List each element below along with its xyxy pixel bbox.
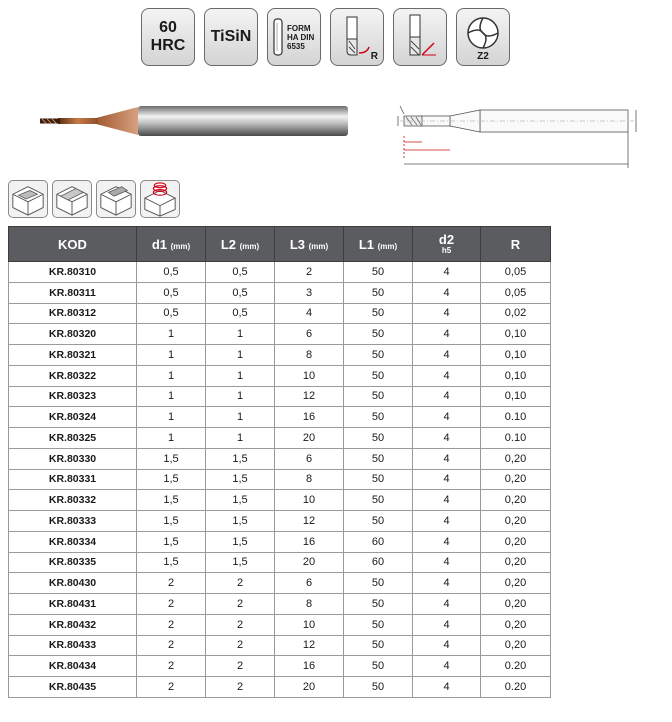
- table-row: [9, 428, 551, 449]
- coating-label: TiSiN: [210, 28, 252, 45]
- cell-code: KR.80312: [9, 303, 137, 324]
- d1-label: d1: [151, 236, 167, 252]
- col-header-code: KOD: [9, 227, 137, 262]
- col-header-l1: [344, 227, 413, 262]
- cell-l1: 60: [344, 552, 413, 573]
- corner-radius-badge: [330, 8, 384, 66]
- cell-l2: 1,5: [206, 448, 275, 469]
- cell-l1: 50: [344, 282, 413, 303]
- table-row: [9, 614, 551, 635]
- cell-code: KR.80434: [9, 656, 137, 677]
- cell-d1: 1,5: [137, 469, 206, 490]
- cell-d1: 1: [137, 345, 206, 366]
- cell-l3: 20: [275, 428, 344, 449]
- cell-d2: 4: [413, 262, 481, 283]
- cell-l2: 1: [206, 386, 275, 407]
- cell-l2: 1: [206, 324, 275, 345]
- slotting-icon: [8, 180, 48, 218]
- table-row: [9, 365, 551, 386]
- hardness-value: 60: [159, 19, 177, 36]
- cell-d1: 1,5: [137, 531, 206, 552]
- cell-r: 0,20: [481, 614, 551, 635]
- table-row: [9, 324, 551, 345]
- helical-milling-icon: [140, 180, 180, 218]
- cell-code: KR.80330: [9, 448, 137, 469]
- table-row: [9, 303, 551, 324]
- cell-l3: 16: [275, 656, 344, 677]
- cell-l3: 10: [275, 490, 344, 511]
- cell-d1: 1: [137, 365, 206, 386]
- d2-label: d2: [438, 232, 455, 247]
- cell-r: 0,05: [481, 282, 551, 303]
- table-row: [9, 469, 551, 490]
- hardness-unit: HRC: [150, 37, 186, 54]
- end-mill-photo: [36, 104, 352, 138]
- cell-l3: 20: [275, 677, 344, 698]
- cell-r: 0,20: [481, 531, 551, 552]
- cell-d2: 4: [413, 531, 481, 552]
- coating-badge: [204, 8, 258, 66]
- cell-d2: 4: [413, 407, 481, 428]
- cell-l3: 16: [275, 407, 344, 428]
- shank-icon: [272, 17, 284, 57]
- cell-r: 0,20: [481, 490, 551, 511]
- cell-d1: 1: [137, 324, 206, 345]
- cell-l2: 1,5: [206, 552, 275, 573]
- cell-code: KR.80435: [9, 677, 137, 698]
- cell-code: KR.80432: [9, 614, 137, 635]
- cell-d1: 0,5: [137, 303, 206, 324]
- cell-l1: 50: [344, 262, 413, 283]
- cell-l2: 1: [206, 345, 275, 366]
- cell-code: KR.80324: [9, 407, 137, 428]
- cell-d1: 1,5: [137, 448, 206, 469]
- two-flute-icon: [465, 15, 501, 51]
- cell-l2: 2: [206, 594, 275, 615]
- cell-l2: 1: [206, 407, 275, 428]
- cell-r: 0,02: [481, 303, 551, 324]
- cell-d1: 2: [137, 614, 206, 635]
- cell-l3: 3: [275, 282, 344, 303]
- cell-l1: 50: [344, 469, 413, 490]
- cell-l1: 50: [344, 428, 413, 449]
- cell-l2: 1,5: [206, 511, 275, 532]
- table-row: [9, 594, 551, 615]
- table-body: [9, 262, 551, 698]
- cell-l1: 50: [344, 324, 413, 345]
- cell-d1: 0,5: [137, 282, 206, 303]
- col-header-l3: [275, 227, 344, 262]
- cell-r: 0,20: [481, 448, 551, 469]
- cell-d2: 4: [413, 511, 481, 532]
- profiling-icon: [52, 180, 92, 218]
- cell-l3: 8: [275, 469, 344, 490]
- l3-unit: (mm): [308, 241, 329, 251]
- cell-r: 0,10: [481, 345, 551, 366]
- cell-l1: 50: [344, 407, 413, 428]
- col-header-d1: [137, 227, 206, 262]
- cell-d1: 2: [137, 635, 206, 656]
- cell-d1: 2: [137, 656, 206, 677]
- cell-l3: 8: [275, 594, 344, 615]
- cell-l2: 1: [206, 365, 275, 386]
- d2-tolerance: h5: [441, 246, 452, 255]
- col-header-d2: [413, 227, 481, 262]
- cell-l3: 2: [275, 262, 344, 283]
- cell-code: KR.80325: [9, 428, 137, 449]
- flutes-badge: [456, 8, 510, 66]
- table-header-row: [9, 227, 551, 262]
- table-row: [9, 552, 551, 573]
- table-row: [9, 282, 551, 303]
- cell-code: KR.80320: [9, 324, 137, 345]
- cell-d2: 4: [413, 282, 481, 303]
- cell-l2: 1,5: [206, 531, 275, 552]
- cell-d2: 4: [413, 573, 481, 594]
- l2-unit: (mm): [239, 241, 260, 251]
- cell-d1: 2: [137, 594, 206, 615]
- table-row: [9, 656, 551, 677]
- cell-d2: 4: [413, 635, 481, 656]
- cell-l3: 6: [275, 324, 344, 345]
- cell-l3: 12: [275, 386, 344, 407]
- cell-l2: 0,5: [206, 262, 275, 283]
- cell-l1: 50: [344, 635, 413, 656]
- cell-l3: 8: [275, 345, 344, 366]
- cell-l2: 2: [206, 573, 275, 594]
- cell-l3: 12: [275, 511, 344, 532]
- cell-r: 0,20: [481, 573, 551, 594]
- product-table-wrapper: [8, 226, 550, 698]
- cell-d1: 1,5: [137, 511, 206, 532]
- form-line-3: 6535: [287, 41, 305, 51]
- cell-l1: 50: [344, 511, 413, 532]
- cell-l3: 4: [275, 303, 344, 324]
- cell-code: KR.80323: [9, 386, 137, 407]
- cell-r: 0,10: [481, 386, 551, 407]
- cell-code: KR.80322: [9, 365, 137, 386]
- cell-r: 0,20: [481, 469, 551, 490]
- cell-code: KR.80335: [9, 552, 137, 573]
- cell-d2: 4: [413, 490, 481, 511]
- cell-r: 0.20: [481, 656, 551, 677]
- cell-d2: 4: [413, 386, 481, 407]
- cell-d2: 4: [413, 594, 481, 615]
- cell-d1: 1: [137, 407, 206, 428]
- helix-angle-icon: [398, 13, 442, 61]
- cell-l3: 16: [275, 531, 344, 552]
- hardness-badge: [141, 8, 195, 66]
- cell-d2: 4: [413, 552, 481, 573]
- cell-l3: 6: [275, 573, 344, 594]
- cell-l1: 50: [344, 386, 413, 407]
- cell-code: KR.80332: [9, 490, 137, 511]
- cell-l1: 50: [344, 303, 413, 324]
- cell-l1: 50: [344, 594, 413, 615]
- radius-letter: R: [370, 51, 378, 62]
- cell-d2: 4: [413, 324, 481, 345]
- cell-l2: 2: [206, 677, 275, 698]
- cell-r: 0,20: [481, 552, 551, 573]
- shank-form-badge: [267, 8, 321, 66]
- table-row: [9, 573, 551, 594]
- cell-r: 0,10: [481, 365, 551, 386]
- cell-code: KR.80334: [9, 531, 137, 552]
- flutes-label: Z2: [477, 51, 489, 62]
- table-row: [9, 677, 551, 698]
- table-row: [9, 345, 551, 366]
- l3-label: L3: [289, 236, 305, 252]
- cell-l1: 50: [344, 573, 413, 594]
- cell-l1: 50: [344, 345, 413, 366]
- technical-drawing: [390, 96, 644, 172]
- cell-l2: 2: [206, 614, 275, 635]
- cell-l2: 1: [206, 428, 275, 449]
- cell-d2: 4: [413, 677, 481, 698]
- cell-d1: 1: [137, 428, 206, 449]
- cell-l1: 50: [344, 614, 413, 635]
- cell-r: 0.10: [481, 407, 551, 428]
- cell-d1: 1,5: [137, 490, 206, 511]
- cell-l1: 50: [344, 677, 413, 698]
- cell-r: 0.20: [481, 677, 551, 698]
- cell-r: 0,05: [481, 262, 551, 283]
- cell-l2: 1,5: [206, 469, 275, 490]
- table-row: [9, 490, 551, 511]
- cell-d1: 1,5: [137, 552, 206, 573]
- cell-r: 0,20: [481, 635, 551, 656]
- cell-code: KR.80333: [9, 511, 137, 532]
- cell-l2: 1,5: [206, 490, 275, 511]
- cell-d2: 4: [413, 365, 481, 386]
- spec-icons: [141, 8, 510, 66]
- cell-l3: 10: [275, 365, 344, 386]
- cell-d2: 4: [413, 656, 481, 677]
- table-row: [9, 448, 551, 469]
- cell-l3: 12: [275, 635, 344, 656]
- l1-unit: (mm): [377, 241, 398, 251]
- cell-d1: 0,5: [137, 262, 206, 283]
- cell-l3: 6: [275, 448, 344, 469]
- cell-l1: 50: [344, 448, 413, 469]
- cell-l1: 60: [344, 531, 413, 552]
- cell-d2: 4: [413, 469, 481, 490]
- table-row: [9, 407, 551, 428]
- cell-code: KR.80430: [9, 573, 137, 594]
- col-header-r: R: [481, 227, 551, 262]
- l2-label: L2: [220, 236, 236, 252]
- table-row: [9, 386, 551, 407]
- cell-r: 0.10: [481, 428, 551, 449]
- cell-r: 0,20: [481, 594, 551, 615]
- application-icons: [8, 180, 180, 218]
- table-row: [9, 635, 551, 656]
- cell-d1: 2: [137, 573, 206, 594]
- side-milling-icon: [96, 180, 136, 218]
- cell-l1: 50: [344, 490, 413, 511]
- cell-d2: 4: [413, 303, 481, 324]
- cell-code: KR.80331: [9, 469, 137, 490]
- cell-code: KR.80433: [9, 635, 137, 656]
- cell-d2: 4: [413, 345, 481, 366]
- form-line-2: HA DIN: [287, 32, 315, 42]
- cell-d1: 2: [137, 677, 206, 698]
- cell-r: 0,20: [481, 511, 551, 532]
- cell-l1: 50: [344, 365, 413, 386]
- cell-d1: 1: [137, 386, 206, 407]
- cell-code: KR.80431: [9, 594, 137, 615]
- cell-code: KR.80311: [9, 282, 137, 303]
- cell-d2: 4: [413, 614, 481, 635]
- table-row: [9, 262, 551, 283]
- form-line-1: FORM: [287, 23, 311, 33]
- l1-label: L1: [358, 236, 374, 252]
- table-row: [9, 511, 551, 532]
- cell-r: 0,10: [481, 324, 551, 345]
- product-table: [8, 226, 551, 698]
- cell-l2: 0,5: [206, 303, 275, 324]
- cell-l1: 50: [344, 656, 413, 677]
- cell-l2: 2: [206, 635, 275, 656]
- cell-d2: 4: [413, 448, 481, 469]
- col-header-l2: [206, 227, 275, 262]
- helix-angle-badge: [393, 8, 447, 66]
- table-row: [9, 531, 551, 552]
- cell-code: KR.80321: [9, 345, 137, 366]
- cell-l2: 2: [206, 656, 275, 677]
- cell-l3: 10: [275, 614, 344, 635]
- d1-unit: (mm): [170, 241, 191, 251]
- cell-d2: 4: [413, 428, 481, 449]
- cell-l3: 20: [275, 552, 344, 573]
- cell-l2: 0,5: [206, 282, 275, 303]
- cell-code: KR.80310: [9, 262, 137, 283]
